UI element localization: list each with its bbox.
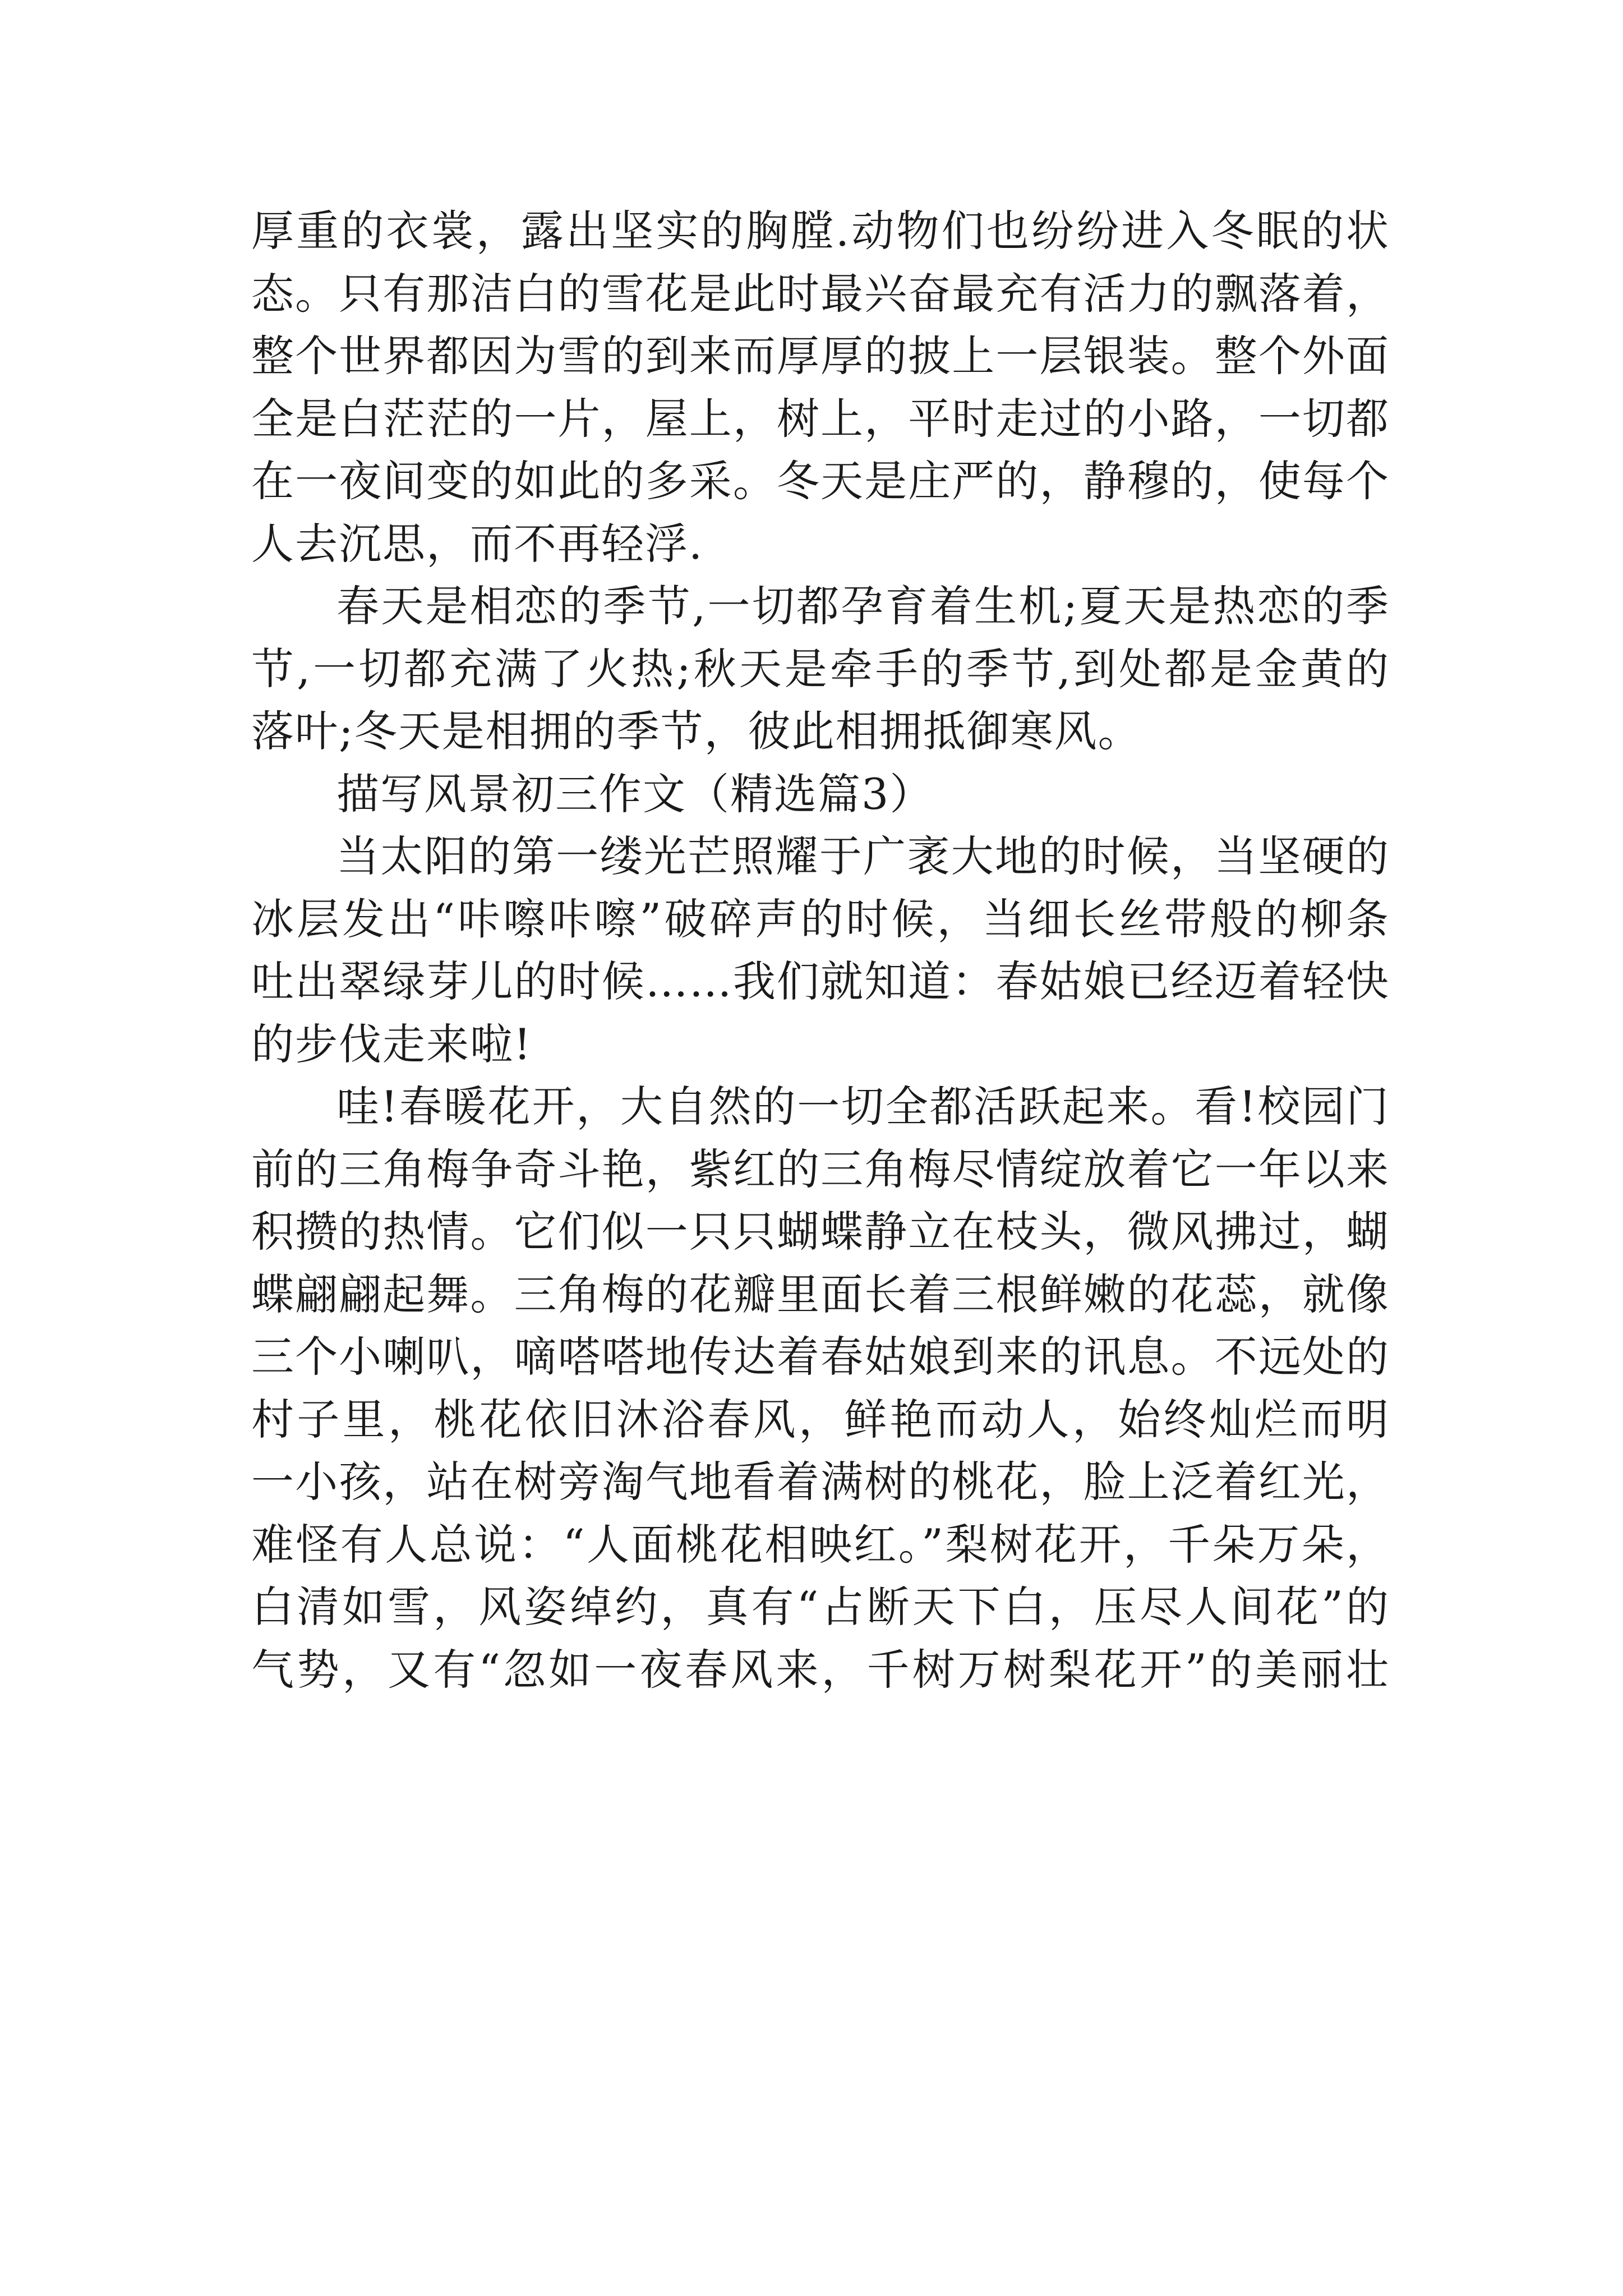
text-line: 难怪有人总说：“人面桃花相映红。”梨树花开，千朵万朵， xyxy=(251,1519,1390,1570)
text-line: 冰层发出“咔嚓咔嚓”破碎声的时候，当细长丝带般的柳条 xyxy=(251,894,1390,944)
text-line: 人去沉思，而不再轻浮. xyxy=(251,518,704,569)
text-line: 三个小喇叭，嘀嗒嗒地传达着春姑娘到来的讯息。不远处的 xyxy=(251,1332,1390,1382)
body-text xyxy=(251,200,1390,1701)
text-line: 全是白茫茫的一片，屋上，树上，平时走过的小路，一切都 xyxy=(251,393,1390,444)
text-line: 一小孩，站在树旁淘气地看着满树的桃花，脸上泛着红光， xyxy=(251,1457,1390,1507)
text-line: 积攒的热情。它们似一只只蝴蝶静立在枝头，微风拂过，蝴 xyxy=(251,1207,1390,1257)
text-line: 的步伐走来啦! xyxy=(251,1019,532,1069)
text-line: 蝶翩翩起舞。三角梅的花瓣里面长着三根鲜嫩的花蕊，就像 xyxy=(251,1269,1390,1319)
text-line: 在一夜间变的如此的多采。冬天是庄严的，静穆的，使每个 xyxy=(251,456,1390,506)
text-line: 描写风景初三作文（精选篇3） xyxy=(336,769,934,819)
text-line: 整个世界都因为雪的到来而厚厚的披上一层银装。整个外面 xyxy=(251,331,1390,381)
text-line: 吐出翠绿芽儿的时候……我们就知道：春姑娘已经迈着轻快 xyxy=(251,956,1390,1006)
text-line: 态。只有那洁白的雪花是此时最兴奋最充有活力的飘落着， xyxy=(251,268,1390,319)
text-line: 村子里，桃花依旧沐浴春风，鲜艳而动人，始终灿烂而明 xyxy=(251,1394,1390,1444)
text-line: 落叶;冬天是相拥的季节，彼此相拥抵御寒风。 xyxy=(251,706,1142,756)
text-line: 节,一切都充满了火热;秋天是牵手的季节,到处都是金黄的 xyxy=(251,643,1390,694)
text-line: 厚重的衣裳，露出坚实的胸膛.动物们也纷纷进入冬眠的状 xyxy=(251,206,1390,256)
text-line: 前的三角梅争奇斗艳，紫红的三角梅尽情绽放着它一年以来 xyxy=(251,1144,1390,1194)
text-line: 当太阳的第一缕光芒照耀于广袤大地的时候，当坚硬的 xyxy=(336,831,1390,881)
text-line: 春天是相恋的季节,一切都孕育着生机;夏天是热恋的季 xyxy=(336,581,1390,631)
text-line: 白清如雪，风姿绰约，真有“占断天下白，压尽人间花”的 xyxy=(251,1582,1390,1632)
text-line: 气势，又有“忽如一夜春风来，千树万树梨花开”的美丽壮 xyxy=(251,1644,1390,1695)
text-line: 哇!春暖花开，大自然的一切全都活跃起来。看!校园门 xyxy=(336,1082,1390,1131)
